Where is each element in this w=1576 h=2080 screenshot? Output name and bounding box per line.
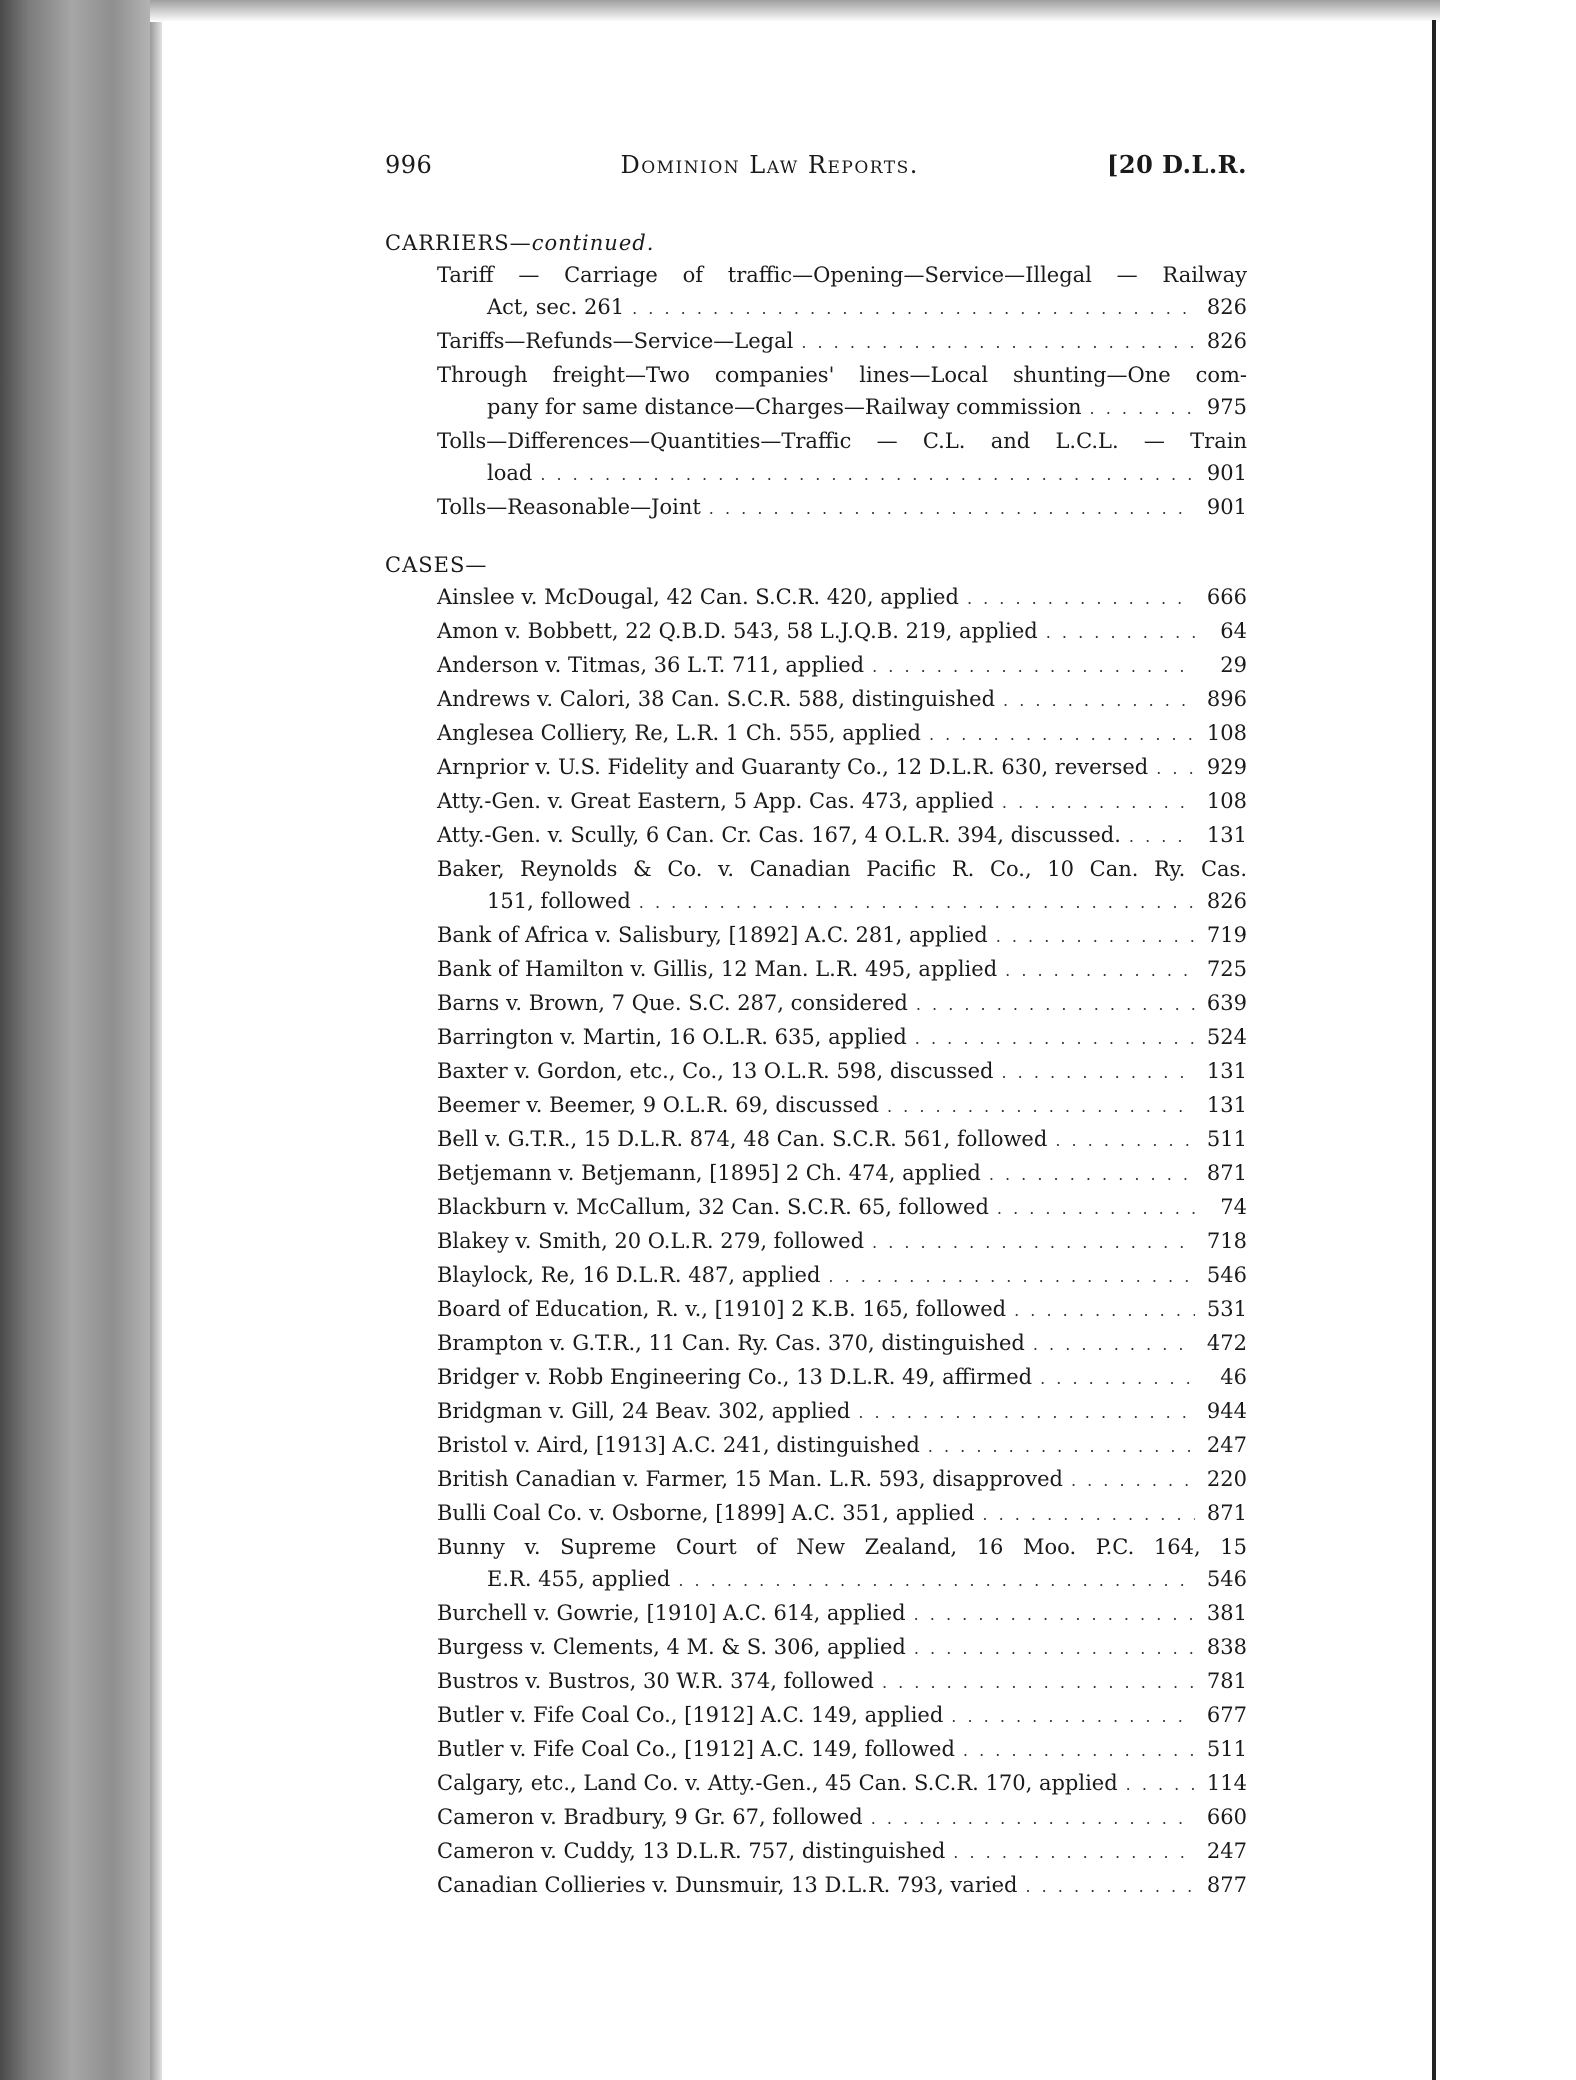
entry-page-number: 901	[1206, 495, 1247, 519]
entry-page-number: 131	[1206, 1059, 1247, 1083]
entry-page-number: 108	[1206, 789, 1247, 813]
entry-page-number: 108	[1206, 721, 1247, 745]
entry-text: Bridgman v. Gill, 24 Beav. 302, applied	[437, 1399, 851, 1423]
entry-text: Atty.-Gen. v. Scully, 6 Can. Cr. Cas. 167, 4 O.L.R. 394, discussed.	[437, 823, 1121, 847]
entry-page-number: 725	[1206, 957, 1247, 981]
index-entry	[385, 1395, 1247, 1429]
entry-page-number: 929	[1206, 755, 1247, 779]
index-entry	[385, 491, 1247, 525]
entry-page-number: 531	[1206, 1297, 1247, 1321]
dot-leader	[1055, 1125, 1195, 1157]
entry-text: British Canadian v. Farmer, 15 Man. L.R. 593, disapproved	[437, 1467, 1063, 1491]
entry-line	[437, 683, 1247, 717]
index-entry	[385, 785, 1247, 819]
entry-line	[437, 953, 1247, 987]
entry-text: Bridger v. Robb Engineering Co., 13 D.L.R. 49, affirmed	[437, 1365, 1033, 1389]
entry-text: Baxter v. Gordon, etc., Co., 13 O.L.R. 598, discussed	[437, 1059, 994, 1083]
volume-label: [20 D.L.R.	[1107, 150, 1247, 179]
dot-leader	[963, 1735, 1195, 1767]
entry-line	[437, 1395, 1247, 1429]
entry-page-number: 718	[1206, 1229, 1247, 1253]
entry-line	[437, 1699, 1247, 1733]
entry-page-number: 944	[1206, 1399, 1247, 1423]
entry-page-number: 546	[1206, 1263, 1247, 1287]
book-spine	[0, 0, 160, 2080]
dot-leader	[872, 1227, 1195, 1259]
index-entry	[385, 1293, 1247, 1327]
entry-text: Canadian Collieries v. Dunsmuir, 13 D.L.R. 793, varied	[437, 1873, 1018, 1897]
dot-leader	[1002, 787, 1195, 819]
entry-text: Bell v. G.T.R., 15 D.L.R. 874, 48 Can. S.C.R. 561, followed	[437, 1127, 1048, 1151]
entry-text: Bank of Africa v. Salisbury, [1892] A.C. 281, applied	[437, 923, 988, 947]
dot-leader	[1001, 1057, 1195, 1089]
dot-leader	[882, 1667, 1195, 1699]
entry-text: load	[487, 461, 533, 485]
dot-leader	[915, 1023, 1195, 1055]
entry-page-number: 511	[1206, 1127, 1247, 1151]
index-entry	[385, 1327, 1247, 1361]
index-entry	[385, 1733, 1247, 1767]
entry-text: Blackburn v. McCallum, 32 Can. S.C.R. 65, followed	[437, 1195, 989, 1219]
entry-text: Anderson v. Titmas, 36 L.T. 711, applied	[437, 653, 865, 677]
dot-leader	[951, 1701, 1195, 1733]
entry-line	[437, 325, 1247, 359]
dot-leader	[871, 1803, 1195, 1835]
entry-text: Butler v. Fife Coal Co., [1912] A.C. 149, applied	[437, 1703, 944, 1727]
entry-text: Calgary, etc., Land Co. v. Atty.-Gen., 45 Can. S.C.R. 170, applied	[437, 1771, 1118, 1795]
index-entry	[385, 717, 1247, 751]
index-entry	[385, 1869, 1247, 1903]
entry-line	[437, 1259, 1247, 1293]
dot-leader	[996, 921, 1195, 953]
entry-text: Cameron v. Bradbury, 9 Gr. 67, followed	[437, 1805, 863, 1829]
continued-label: continued.	[531, 231, 655, 255]
entry-line	[437, 1869, 1247, 1903]
entry-page-number: 877	[1206, 1873, 1247, 1897]
entry-line	[437, 1835, 1247, 1869]
index-entry	[385, 1531, 1247, 1597]
page-number: 996	[385, 151, 433, 179]
running-header	[385, 150, 1247, 179]
entry-line	[437, 1327, 1247, 1361]
entry-line	[437, 615, 1247, 649]
entry-page-number: 381	[1206, 1601, 1247, 1625]
index-entry	[385, 1631, 1247, 1665]
entry-line	[437, 1801, 1247, 1835]
entry-line	[437, 1597, 1247, 1631]
entry-text: Bank of Hamilton v. Gillis, 12 Man. L.R. 495, applied	[437, 957, 998, 981]
entry-line	[437, 1497, 1247, 1531]
entry-line	[437, 581, 1247, 615]
dot-leader	[967, 583, 1195, 615]
entry-page-number: 660	[1206, 1805, 1247, 1829]
entry-text: Beemer v. Beemer, 9 O.L.R. 69, discussed	[437, 1093, 879, 1117]
index-entry	[385, 1597, 1247, 1631]
index-entry	[385, 1835, 1247, 1869]
index-entry	[385, 615, 1247, 649]
entry-lead-text: Tariff — Carriage of traffic—Opening—Service—Illegal — Railway	[437, 263, 1247, 287]
index-entry	[385, 919, 1247, 953]
entry-line	[437, 987, 1247, 1021]
entry-line	[437, 1021, 1247, 1055]
index-entry	[385, 1699, 1247, 1733]
entry-line	[437, 1429, 1247, 1463]
entry-text: Arnprior v. U.S. Fidelity and Guaranty Co., 12 D.L.R. 630, reversed	[437, 755, 1149, 779]
dot-leader	[887, 1091, 1195, 1123]
entry-page-number: 64	[1220, 619, 1247, 643]
dot-leader	[982, 1499, 1195, 1531]
entry-page-number: 46	[1220, 1365, 1247, 1389]
entry-page-number: 247	[1206, 1433, 1247, 1457]
entry-lead-text: Tolls—Differences—Quantities—Traffic — C.L. and L.C.L. — Train	[437, 429, 1247, 453]
entry-page-number: 666	[1206, 585, 1247, 609]
dot-leader	[1090, 393, 1195, 425]
index-entry	[385, 425, 1247, 491]
entry-text: Burgess v. Clements, 4 M. & S. 306, applied	[437, 1635, 906, 1659]
dot-leader	[1003, 685, 1195, 717]
entry-text: Cameron v. Cuddy, 13 D.L.R. 757, distinguished	[437, 1839, 946, 1863]
dot-leader	[639, 887, 1195, 919]
entry-line	[437, 1631, 1247, 1665]
index-entry	[385, 751, 1247, 785]
entry-page-number: 472	[1206, 1331, 1247, 1355]
entry-line	[437, 1563, 1247, 1597]
entry-text: Anglesea Colliery, Re, L.R. 1 Ch. 555, applied	[437, 721, 921, 745]
dot-leader	[997, 1193, 1195, 1225]
index-entry	[385, 1191, 1247, 1225]
entry-page-number: 74	[1220, 1195, 1247, 1219]
entry-text: Blakey v. Smith, 20 O.L.R. 279, followed	[437, 1229, 865, 1253]
dot-leader	[1129, 821, 1195, 853]
dot-leader	[828, 1261, 1195, 1293]
entry-text: Atty.-Gen. v. Great Eastern, 5 App. Cas. 473, applied	[437, 789, 994, 813]
entry-line	[437, 1089, 1247, 1123]
entry-lead-text: Baker, Reynolds & Co. v. Canadian Pacific R. Co., 10 Can. Ry. Cas.	[437, 857, 1247, 881]
entry-page-number: 639	[1206, 991, 1247, 1015]
index-entry	[385, 953, 1247, 987]
entry-text: 151, followed	[487, 889, 631, 913]
carriers-entries	[385, 259, 1247, 525]
dot-leader	[914, 1633, 1195, 1665]
entry-text: Andrews v. Calori, 38 Can. S.C.R. 588, distinguished	[437, 687, 996, 711]
publication-title: Dominion Law Reports.	[620, 151, 919, 179]
entry-text: Bulli Coal Co. v. Osborne, [1899] A.C. 351, applied	[437, 1501, 975, 1525]
dot-leader	[1033, 1329, 1195, 1361]
dot-leader	[1156, 753, 1195, 785]
entry-line	[437, 1225, 1247, 1259]
dot-leader	[1025, 1871, 1195, 1903]
facing-page-edge	[1432, 20, 1436, 2080]
index-entry	[385, 1361, 1247, 1395]
index-entry	[385, 1123, 1247, 1157]
entry-page-number: 871	[1206, 1161, 1247, 1185]
index-entry	[385, 1767, 1247, 1801]
entry-text: Barrington v. Martin, 16 O.L.R. 635, applied	[437, 1025, 907, 1049]
entry-text: Tolls—Reasonable—Joint	[437, 495, 701, 519]
entry-page-number: 975	[1206, 395, 1247, 419]
index-entry	[385, 259, 1247, 325]
entry-lead-text: Through freight—Two companies' lines—Local shunting—One com-	[437, 363, 1247, 387]
entry-text: Tariffs—Refunds—Service—Legal	[437, 329, 794, 353]
entry-page-number: 114	[1206, 1771, 1247, 1795]
entry-page-number: 677	[1206, 1703, 1247, 1727]
dot-leader	[1071, 1465, 1195, 1497]
dot-leader	[632, 293, 1195, 325]
dot-leader	[872, 651, 1195, 683]
dot-leader	[678, 1565, 1195, 1597]
entry-line	[437, 717, 1247, 751]
entry-line	[437, 919, 1247, 953]
entry-text: Amon v. Bobbett, 22 Q.B.D. 543, 58 L.J.Q.B. 219, applied	[437, 619, 1038, 643]
entry-line	[437, 885, 1247, 919]
entry-text: Bristol v. Aird, [1913] A.C. 241, distinguished	[437, 1433, 920, 1457]
index-entry	[385, 581, 1247, 615]
entry-lead-text: Bunny v. Supreme Court of New Zealand, 16 Moo. P.C. 164, 15	[437, 1535, 1247, 1559]
entry-page-number: 511	[1206, 1737, 1247, 1761]
entry-line	[437, 291, 1247, 325]
index-entry	[385, 987, 1247, 1021]
entry-text: Betjemann v. Betjemann, [1895] 2 Ch. 474, applied	[437, 1161, 981, 1185]
entry-line	[437, 1733, 1247, 1767]
entry-page-number: 838	[1206, 1635, 1247, 1659]
index-entry	[385, 1225, 1247, 1259]
index-entry	[385, 683, 1247, 717]
entry-line	[437, 819, 1247, 853]
entry-text: Board of Education, R. v., [1910] 2 K.B. 165, followed	[437, 1297, 1007, 1321]
entry-page-number: 781	[1206, 1669, 1247, 1693]
page-edge	[150, 0, 162, 2080]
entry-text: Brampton v. G.T.R., 11 Can. Ry. Cas. 370, distinguished	[437, 1331, 1025, 1355]
entry-line	[437, 751, 1247, 785]
entry-page-number: 220	[1206, 1467, 1247, 1491]
entry-line	[437, 1191, 1247, 1225]
entry-page-number: 896	[1206, 687, 1247, 711]
top-shadow	[150, 0, 1440, 22]
index-entry	[385, 649, 1247, 683]
entry-page-number: 871	[1206, 1501, 1247, 1525]
entry-line	[437, 491, 1247, 525]
index-entry	[385, 1429, 1247, 1463]
entry-page-number: 247	[1206, 1839, 1247, 1863]
entry-page-number: 826	[1206, 295, 1247, 319]
entry-page-number: 719	[1206, 923, 1247, 947]
entry-line	[437, 1361, 1247, 1395]
entry-text: Blaylock, Re, 16 D.L.R. 487, applied	[437, 1263, 821, 1287]
entry-page-number: 524	[1206, 1025, 1247, 1049]
entry-line	[437, 457, 1247, 491]
entry-text: Burchell v. Gowrie, [1910] A.C. 614, applied	[437, 1601, 906, 1625]
dot-leader	[801, 327, 1195, 359]
cases-entries	[385, 581, 1247, 1903]
dot-leader	[929, 719, 1195, 751]
index-entry	[385, 1497, 1247, 1531]
entry-page-number: 826	[1206, 329, 1247, 353]
entry-page-number: 546	[1206, 1567, 1247, 1591]
entry-text: Barns v. Brown, 7 Que. S.C. 287, considered	[437, 991, 908, 1015]
entry-text: Bustros v. Bustros, 30 W.R. 374, followed	[437, 1669, 874, 1693]
dot-leader	[916, 989, 1195, 1021]
index-entry	[385, 359, 1247, 425]
page-content	[385, 150, 1247, 1903]
dot-leader	[1126, 1769, 1195, 1801]
entry-line	[437, 1055, 1247, 1089]
entry-page-number: 131	[1206, 823, 1247, 847]
entry-line	[437, 785, 1247, 819]
section-heading-cases: CASES—	[385, 553, 488, 577]
index-entry	[385, 1021, 1247, 1055]
index-entry	[385, 819, 1247, 853]
index-entry	[385, 853, 1247, 919]
entry-page-number: 901	[1206, 461, 1247, 485]
index-entry	[385, 1665, 1247, 1699]
entry-text: Ainslee v. McDougal, 42 Can. S.C.R. 420, applied	[437, 585, 959, 609]
entry-text: Butler v. Fife Coal Co., [1912] A.C. 149, followed	[437, 1737, 955, 1761]
entry-page-number: 29	[1220, 653, 1247, 677]
section-heading-carriers: CARRIERS—continued.	[385, 231, 655, 255]
dot-leader	[1040, 1363, 1195, 1395]
dot-leader	[540, 459, 1195, 491]
dot-leader	[858, 1397, 1195, 1429]
index-entry	[385, 1801, 1247, 1835]
dot-leader	[1046, 617, 1195, 649]
index-entry	[385, 1463, 1247, 1497]
index-entry	[385, 325, 1247, 359]
dot-leader	[953, 1837, 1195, 1869]
entry-text: Act, sec. 261	[487, 295, 625, 319]
entry-line	[437, 649, 1247, 683]
entry-line	[437, 1665, 1247, 1699]
dot-leader	[914, 1599, 1195, 1631]
entry-page-number: 131	[1206, 1093, 1247, 1117]
dot-leader	[989, 1159, 1195, 1191]
entry-line	[437, 1463, 1247, 1497]
index-entry	[385, 1259, 1247, 1293]
entry-text: pany for same distance—Charges—Railway commission	[487, 395, 1082, 419]
dot-leader	[1014, 1295, 1195, 1327]
entry-line	[437, 391, 1247, 425]
entry-line	[437, 1767, 1247, 1801]
dot-leader	[1005, 955, 1195, 987]
index-entry	[385, 1055, 1247, 1089]
entry-line	[437, 1157, 1247, 1191]
index-entry	[385, 1089, 1247, 1123]
entry-page-number: 826	[1206, 889, 1247, 913]
entry-line	[437, 1123, 1247, 1157]
entry-line	[437, 1293, 1247, 1327]
index-entry	[385, 1157, 1247, 1191]
dot-leader	[709, 493, 1195, 525]
dot-leader	[928, 1431, 1195, 1463]
entry-text: E.R. 455, applied	[487, 1567, 671, 1591]
